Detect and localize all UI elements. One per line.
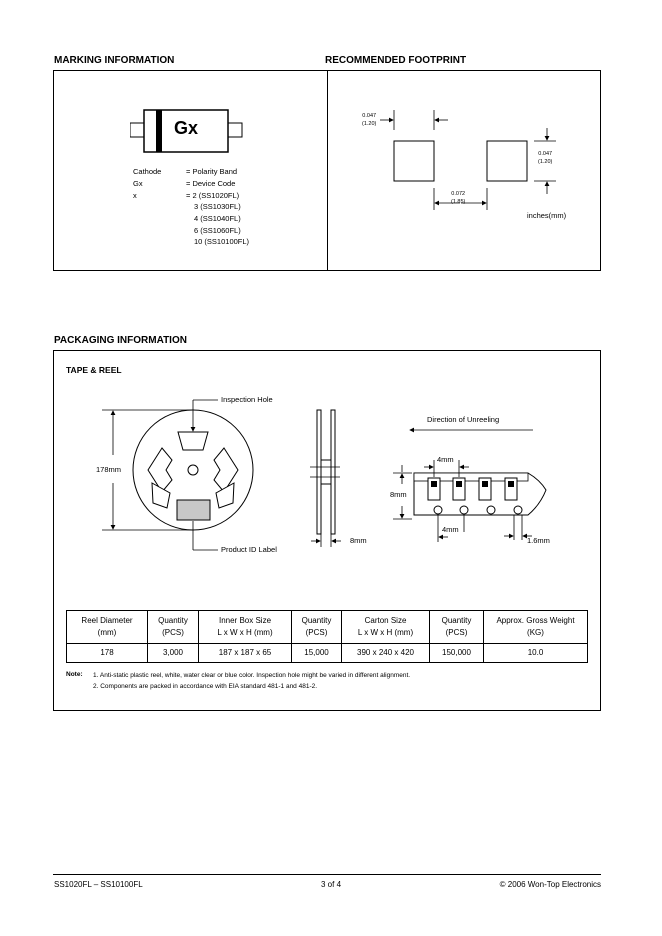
- dim-height-label: [538, 150, 552, 166]
- footer-rule: [53, 874, 601, 875]
- legend-value: = Polarity Band: [186, 167, 238, 176]
- legend-value: = 2 (SS1020FL): [186, 190, 240, 200]
- table-header-cell: [342, 611, 430, 644]
- notes-list: [93, 671, 410, 692]
- tape-reel-subtitle: TAPE & REEL: [66, 365, 122, 375]
- legend-keys: [133, 166, 161, 201]
- table-cell: 15,000: [292, 644, 342, 663]
- footer-copyright: © 2006 Won-Top Electronics: [499, 880, 601, 889]
- unreeling-label: Direction of Unreeling: [427, 415, 500, 424]
- hole-dia-label: 1.6mm: [527, 536, 550, 545]
- table-header-cell: [292, 611, 342, 644]
- legend-key: Gx: [133, 178, 143, 188]
- dim-height-in: 0.047: [538, 151, 553, 157]
- reel-hub-side: [321, 460, 331, 484]
- dim-height-mm: (1.20): [538, 159, 553, 165]
- header-line: (PCS): [445, 628, 468, 637]
- header-line: L x W x H (mm): [357, 628, 414, 637]
- legend-key: x: [133, 190, 137, 200]
- table-cell: 3,000: [148, 644, 199, 663]
- footer-page: 3 of 4: [321, 880, 342, 889]
- dim-gap-label: [451, 190, 465, 206]
- packaging-title: PACKAGING INFORMATION: [54, 335, 187, 346]
- table-cell: 10.0: [484, 644, 588, 663]
- legend-value: = Device Code: [186, 178, 236, 188]
- dim-gap-mm: (1.85): [451, 199, 466, 205]
- header-line: Quantity: [301, 616, 332, 625]
- legend-key: Cathode: [133, 167, 162, 176]
- reel-flange-right: [331, 410, 335, 534]
- inspection-hole-label: Inspection Hole: [221, 395, 273, 404]
- table-header-cell: [148, 611, 199, 644]
- chip-right-lead: [228, 123, 242, 137]
- device-code: 4 (SS1040FL): [194, 213, 241, 223]
- dim-width-label: [362, 112, 376, 128]
- product-id-label: Product ID Label: [221, 545, 277, 554]
- table-header-cell: [199, 611, 292, 644]
- reel-thickness-label: 8mm: [350, 536, 367, 545]
- footer-part: SS1020FL – SS10100FL: [54, 880, 143, 889]
- table-header-cell: [67, 611, 148, 644]
- header-line: Quantity: [441, 616, 472, 625]
- sprocket-hole: [514, 506, 522, 514]
- box-divider: [327, 70, 328, 271]
- dim-width-in: 0.047: [362, 113, 377, 119]
- header-line: L x W x H (mm): [217, 628, 273, 637]
- packaging-table: [66, 610, 588, 663]
- chip-left-lead: [130, 123, 144, 137]
- header-line: (PCS): [162, 628, 184, 637]
- device-code: 10 (SS10100FL): [194, 237, 250, 247]
- sprocket-hole: [460, 506, 468, 514]
- note-item: 2. Components are packed in accordance with EIA standard 481-1 and 481-2.: [93, 682, 318, 690]
- table-header-row: [67, 611, 588, 644]
- note-item: 1. Anti-static plastic reel, white, water clear or blue color. Inspection hole might be varied in different alignment.: [93, 672, 411, 679]
- legend-values: [186, 166, 239, 201]
- header-line: (KG): [527, 628, 544, 637]
- header-line: Reel Diameter: [81, 616, 133, 625]
- header-line: Inner Box Size: [218, 616, 272, 625]
- device-code: 6 (SS1060FL): [194, 225, 241, 235]
- header-line: (mm): [97, 628, 117, 637]
- dim-gap-in: 0.072: [451, 191, 466, 197]
- reel-window: [178, 432, 208, 450]
- table-row: [67, 644, 588, 663]
- device-code: 3 (SS1030FL): [194, 202, 241, 211]
- header-line: Carton Size: [364, 616, 407, 625]
- table-cell: 178: [67, 644, 148, 663]
- table-header-cell: [430, 611, 484, 644]
- table-cell: 150,000: [430, 644, 484, 663]
- table-cell: 187 x 187 x 65: [199, 644, 292, 663]
- sprocket-hole: [434, 506, 442, 514]
- pitch-bottom-label: 4mm: [442, 525, 459, 534]
- sprocket-hole: [487, 506, 495, 514]
- header-line: Approx. Gross Weight: [496, 616, 575, 625]
- footprint-pad-right: [487, 141, 527, 181]
- device-codes: [194, 201, 249, 248]
- note-label: Note:: [66, 671, 83, 678]
- footprint-title: RECOMMENDED FOOTPRINT: [325, 55, 467, 66]
- header-line: (PCS): [305, 628, 328, 637]
- reel-flange-left: [317, 410, 321, 534]
- polarity-band: [156, 110, 162, 152]
- product-label-rect: [177, 500, 210, 520]
- tape-diagram: [388, 420, 558, 550]
- reel-side-view: [300, 405, 360, 555]
- marking-title: MARKING INFORMATION: [54, 55, 175, 66]
- header-line: Quantity: [158, 616, 188, 625]
- pitch-top-label: 4mm: [437, 455, 454, 464]
- reel-diagram: [90, 395, 290, 560]
- table-header-cell: [484, 611, 588, 644]
- reel-hub: [188, 465, 198, 475]
- reel-diameter-label: 178mm: [96, 465, 122, 474]
- dim-width-mm: (1.20): [362, 121, 377, 127]
- tape-width-label: 8mm: [390, 490, 407, 499]
- table-cell: 390 x 240 x 420: [342, 644, 430, 663]
- chip-label: Gx: [174, 118, 199, 138]
- footprint-units: inches(mm): [527, 211, 567, 220]
- footprint-pad-left: [394, 141, 434, 181]
